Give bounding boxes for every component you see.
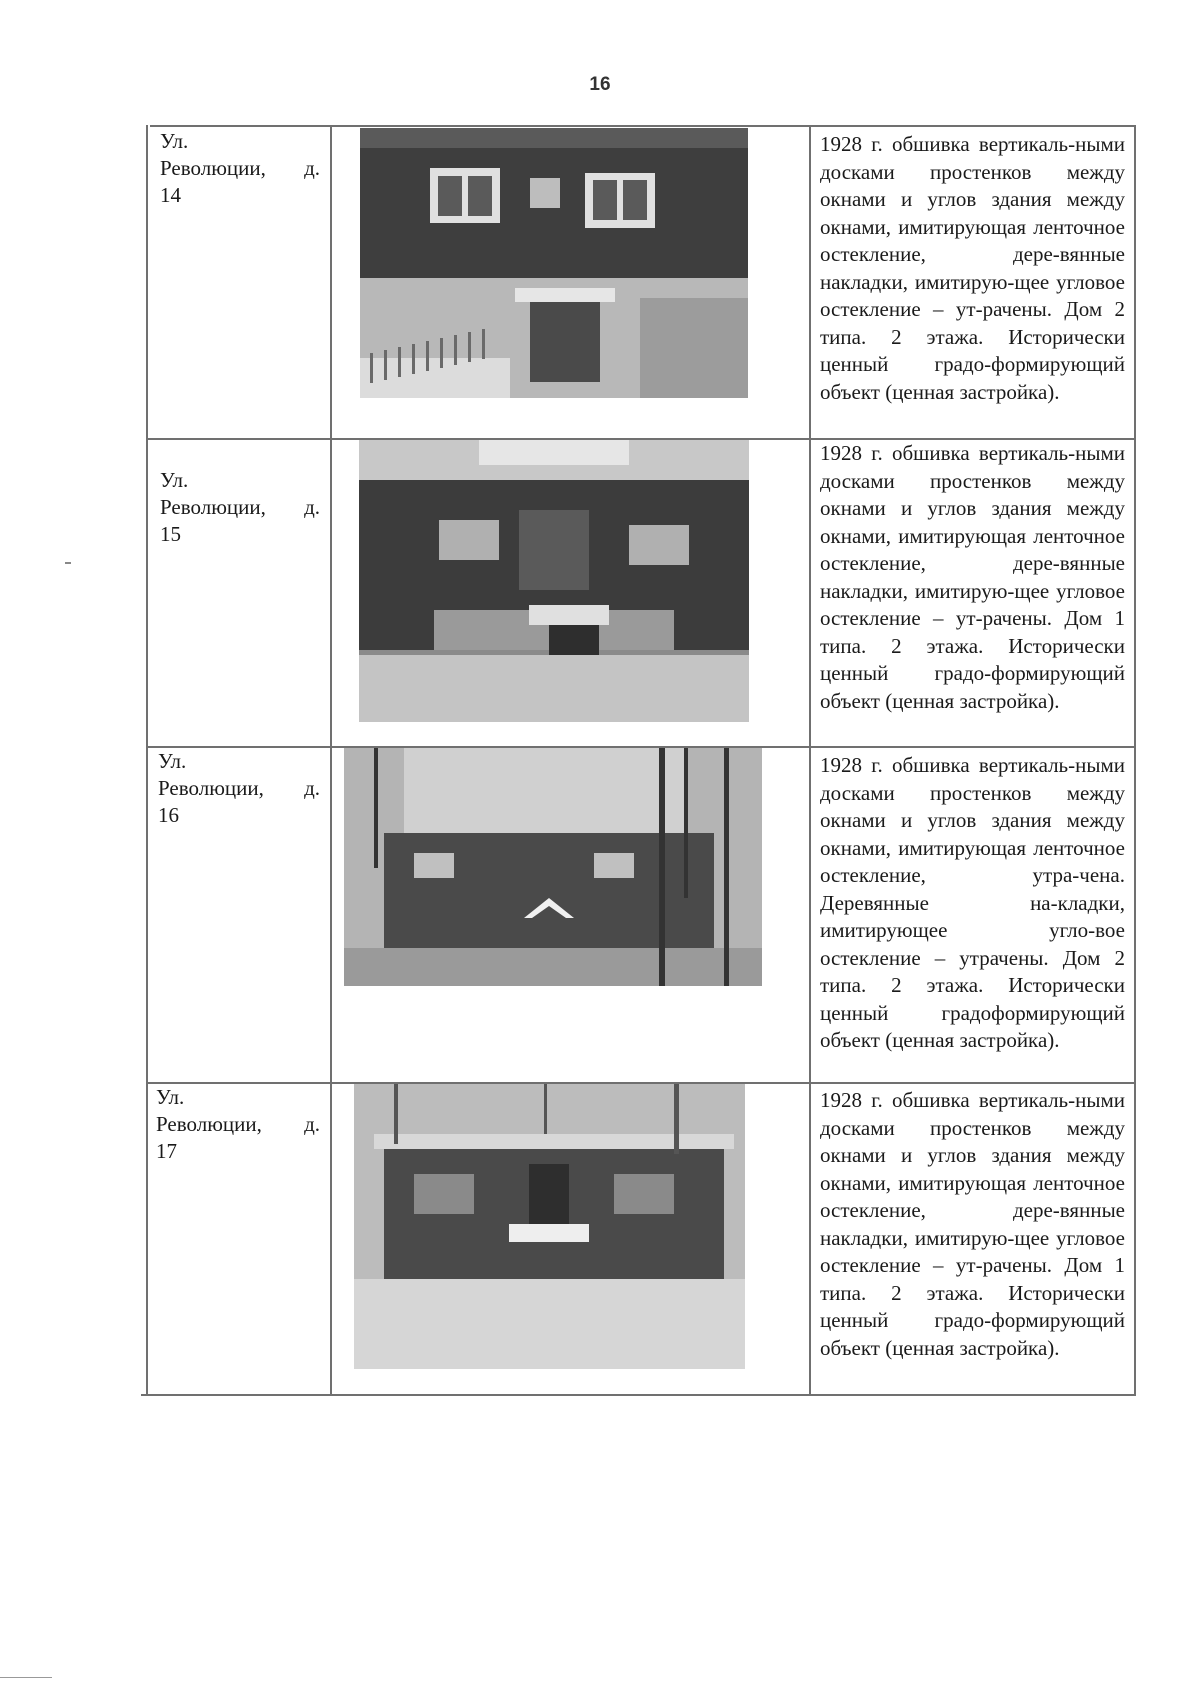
scan-mark [65,562,71,564]
house-prefix: д. [304,776,320,800]
building-photo [359,440,749,722]
street-type: Ул. [160,468,189,492]
street-name: Революции, [156,1112,262,1136]
street-type: Ул. [158,749,187,773]
address-cell [156,1084,320,1165]
house-prefix: д. [304,1112,320,1136]
description-cell: 1928 г. обшивка вертикаль-ными досками простенков между окнами и углов здания между окнами, имитирующая ленточное остекление, утра-чена. Деревянные на-кладки, имитирующее угло-вое остекление – утрачены. Дом 2 типа. 2 этажа. Исторически ценный градоформирующий объект (ценная застройка). [820,753,1125,1052]
address-cell [160,467,320,548]
street-type: Ул. [160,129,189,153]
house-number: 17 [156,1139,177,1163]
description-cell: 1928 г. обшивка вертикаль-ными досками простенков между окнами и углов здания между окнами, имитирующая ленточное остекление, дере-вянные накладки, имитирую-щее угловое остекление – ут-рачены. Дом 2 типа. 2 этажа. Исторически ценный градо-формирующий объект (ценная застройка). [820,132,1125,404]
street-name: Революции, [158,776,264,800]
description-cell: 1928 г. обшивка вертикаль-ными досками простенков между окнами и углов здания между окнами, имитирующая ленточное остекление, дере-вянные накладки, имитирую-щее угловое остекление – ут-рачены. Дом 1 типа. 2 этажа. Исторически ценный градо-формирующий объект (ценная застройка). [820,441,1125,713]
building-photo [344,748,762,986]
house-number: 15 [160,522,181,546]
house-number: 16 [158,803,179,827]
table-border-left [146,125,148,1395]
address-cell [158,748,320,829]
street-type: Ул. [156,1085,185,1109]
house-number: 14 [160,183,181,207]
table-border-bottom [141,1394,1136,1396]
column-separator [809,125,811,1395]
house-prefix: д. [304,156,320,180]
table-border-right [1134,125,1136,1395]
building-photo [360,128,748,398]
street-name: Революции, [160,156,266,180]
house-prefix: д. [304,495,320,519]
scan-mark [0,1677,52,1678]
table-border-top [150,125,1136,127]
street-name: Революции, [160,495,266,519]
description-cell: 1928 г. обшивка вертикаль-ными досками простенков между окнами и углов здания между окнами, имитирующая ленточное остекление, дере-вянные накладки, имитирую-щее угловое остекление – ут-рачены. Дом 1 типа. 2 этажа. Исторически ценный градо-формирующий объект (ценная застройка). [820,1088,1125,1360]
address-cell [160,128,320,209]
building-photo [354,1084,745,1369]
column-separator [330,125,332,1395]
page-number: 16 [589,74,611,95]
